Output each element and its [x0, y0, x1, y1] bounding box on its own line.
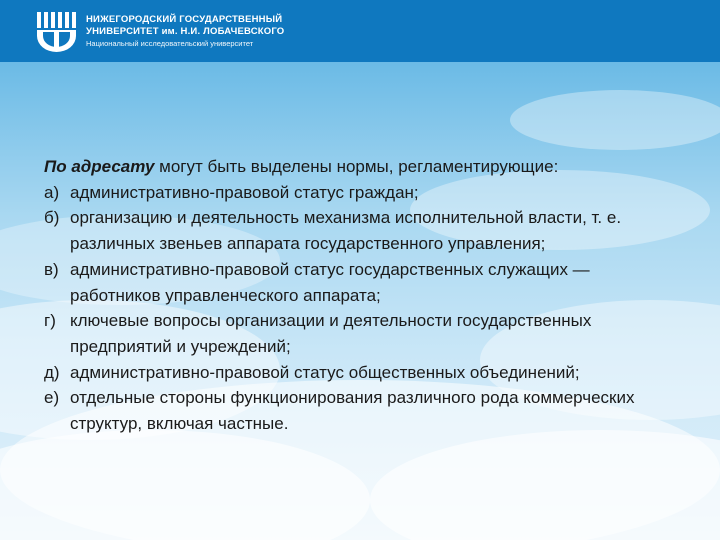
intro-text: могут быть выделены нормы, регламентирующие:	[154, 157, 559, 176]
slide-body	[44, 154, 684, 437]
list-item	[44, 308, 684, 359]
list-item	[44, 205, 684, 256]
intro-line	[44, 154, 684, 180]
list-item-marker: д)	[44, 362, 60, 382]
header-bar	[0, 0, 720, 62]
list-item-text: ключевые вопросы организации и деятельности государственных предприятий и учреждений;	[70, 311, 592, 356]
university-logo-icon	[34, 8, 78, 54]
list-item-marker: в)	[44, 259, 59, 279]
list-item-marker: б)	[44, 208, 60, 228]
intro-emphasis: По адресату	[44, 157, 155, 176]
university-name	[86, 14, 284, 49]
list-item-text: административно-правовой статус общественных объединений;	[70, 362, 580, 382]
university-name-line1: НИЖЕГОРОДСКИЙ ГОСУДАРСТВЕННЫЙ	[86, 14, 283, 25]
list-item-text: отдельные стороны функционирования различного рода коммерческих структур, включая частные.	[70, 388, 635, 434]
norms-list	[44, 180, 684, 437]
list-item	[44, 360, 684, 386]
list-item-marker: г)	[44, 311, 56, 331]
list-item	[44, 257, 684, 308]
list-item-text: административно-правовой статус государственных служащих — работников управленческого аппарата;	[70, 259, 590, 305]
list-item	[44, 180, 684, 206]
university-name-line2: УНИВЕРСИТЕТ им. Н.И. ЛОБАЧЕВСКОГО	[86, 26, 285, 37]
list-item-text: административно-правовой статус граждан;	[70, 182, 419, 202]
list-item-text: организацию и деятельность механизма исполнительной власти, т. е. различных звеньев аппарата государственного управления;	[70, 208, 622, 254]
university-subtitle: Национальный исследовательский университет	[86, 39, 254, 48]
list-item-marker: е)	[44, 388, 60, 408]
list-item	[44, 385, 684, 436]
list-item-marker: а)	[44, 182, 60, 202]
